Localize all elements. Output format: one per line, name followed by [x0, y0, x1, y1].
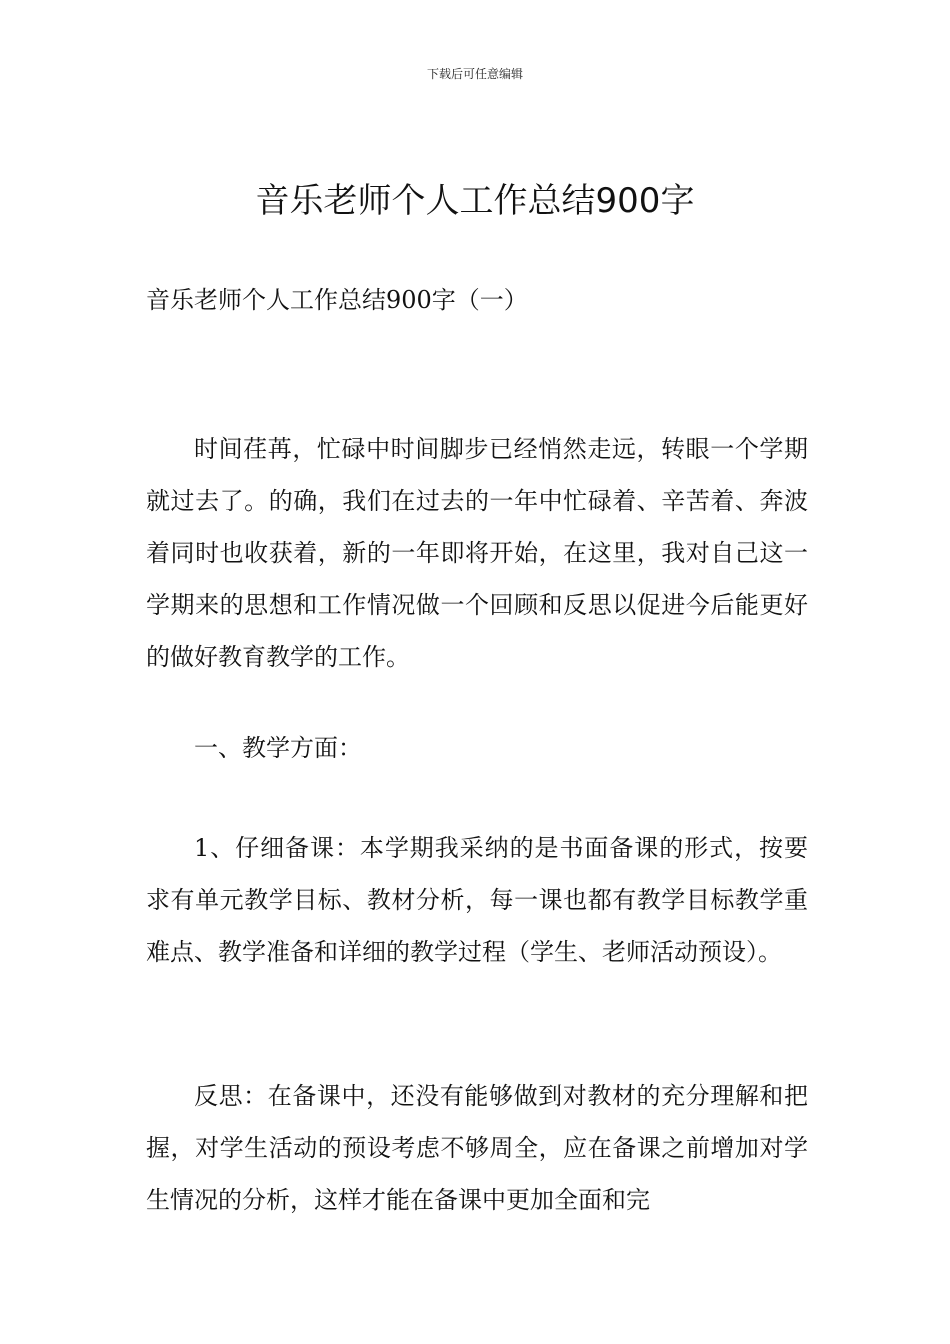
- header-note: 下载后可任意编辑: [426, 67, 523, 81]
- paragraph-lesson-preparation: 1、仔细备课：本学期我采纳的是书面备课的形式，按要求有单元教学目标、教材分析，每一课也都有教学目标教学重难点、教学准备和详细的教学过程（学生、老师活动预设）。: [146, 834, 808, 966]
- paragraph-heading-teaching: 一、教学方面：: [194, 734, 362, 762]
- document-title: 音乐老师个人工作总结900字: [255, 181, 695, 221]
- paragraph-intro: 时间荏苒，忙碌中时间脚步已经悄然走远，转眼一个学期就过去了。的确，我们在过去的一年中忙碌着、辛苦着、奔波着同时也收获着，新的一年即将开始，在这里，我对自己这一学期来的思想和工作情况做一个回顾和反思以促进今后能更好的做好教育教学的工作。: [146, 435, 808, 671]
- paragraph-reflection: 反思：在备课中，还没有能够做到对教材的充分理解和把握，对学生活动的预设考虑不够周全，应在备课之前增加对学生情况的分析，这样才能在备课中更加全面和完: [146, 1082, 808, 1214]
- section-subtitle: 音乐老师个人工作总结900字（一）: [146, 286, 528, 314]
